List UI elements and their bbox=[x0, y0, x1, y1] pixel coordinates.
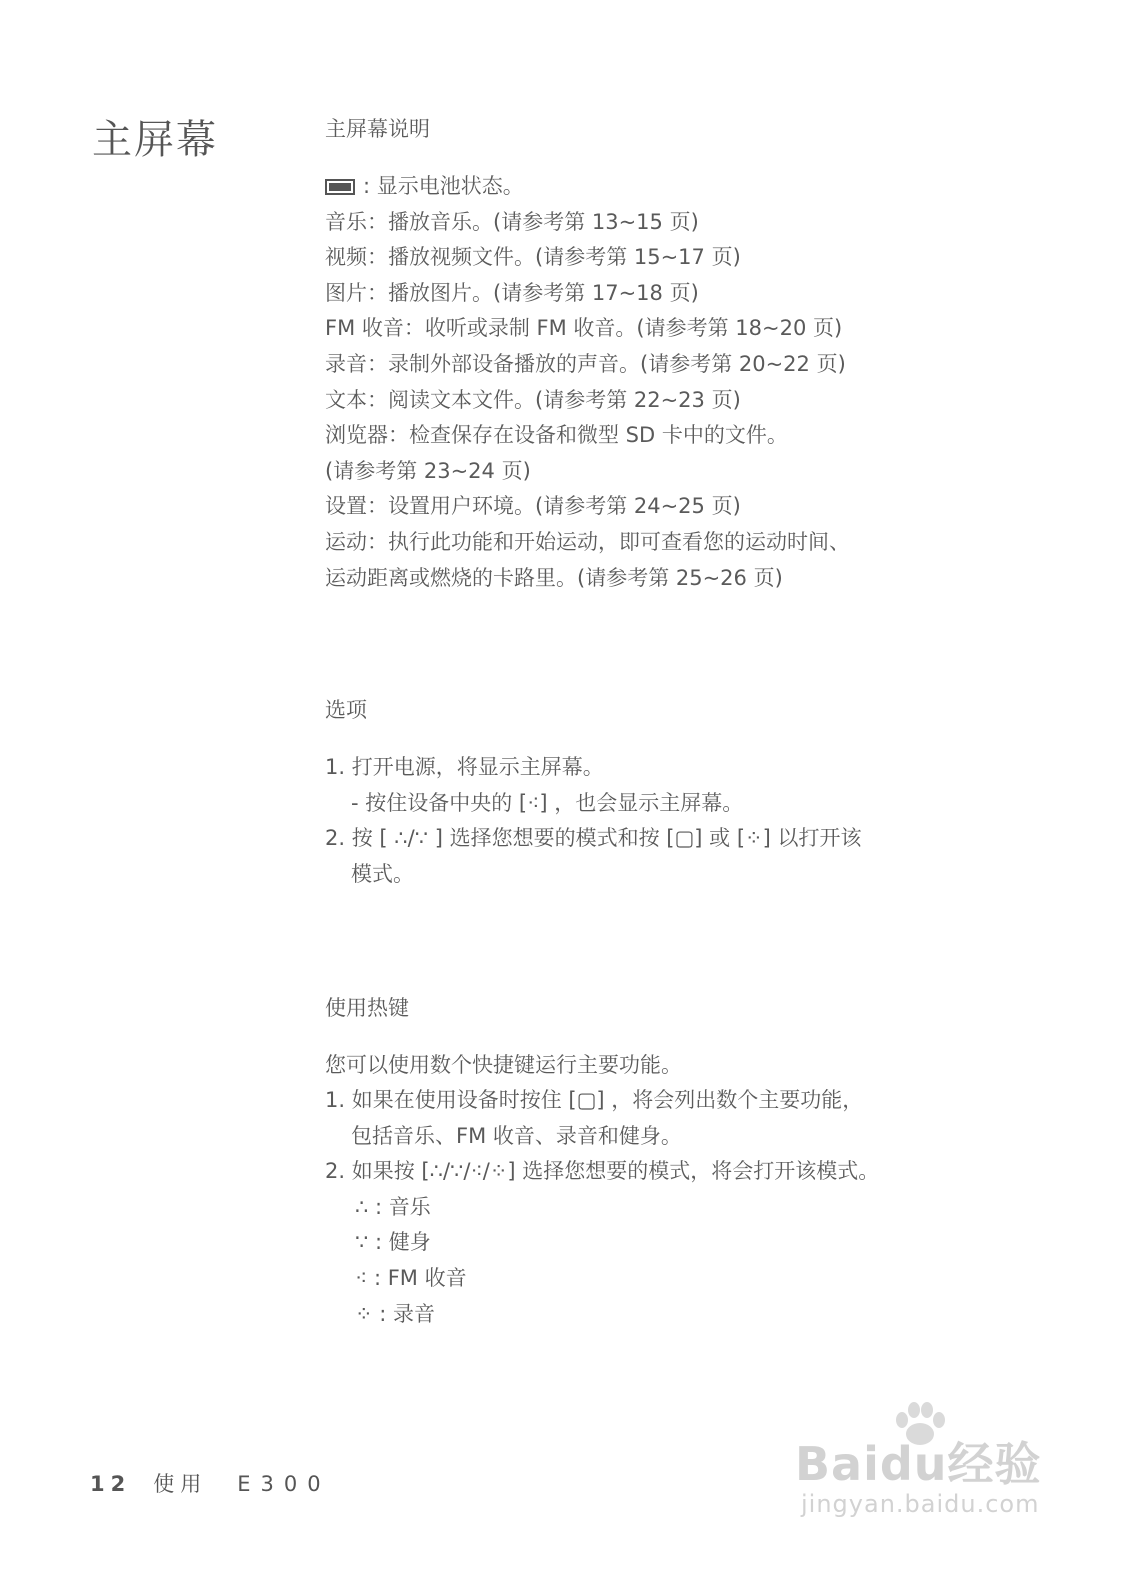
footer-model: E300 bbox=[237, 1472, 331, 1496]
hotkey-key-music: ∴ : 音乐 bbox=[355, 1194, 431, 1219]
footer-section: 使用 bbox=[153, 1472, 208, 1496]
option-step-2-cont: 模式。 bbox=[351, 861, 414, 886]
option-step-1-sub: - 按住设备中央的 [⁖] ，也会显示主屏幕。 bbox=[351, 790, 744, 815]
battery-icon bbox=[325, 179, 355, 195]
list-item: FM 收音：收听或录制 FM 收音。(请参考第 18~20 页) bbox=[325, 316, 843, 341]
page-footer bbox=[90, 1468, 331, 1498]
hotkey-step-1: 1. 如果在使用设备时按住 [▢] ，将会列出数个主要功能， bbox=[325, 1088, 864, 1113]
hotkey-step-1-cont: 包括音乐、FM 收音、录音和健身。 bbox=[351, 1123, 682, 1148]
hotkey-key-record: ⁘ : 录音 bbox=[355, 1301, 436, 1326]
hotkey-key-fitness: ∵ : 健身 bbox=[355, 1230, 431, 1255]
section-title-home-screen: 主屏幕说明 bbox=[325, 117, 430, 141]
option-step-1: 1. 打开电源，将显示主屏幕。 bbox=[325, 755, 604, 780]
hotkey-key-fm: ⁖ : FM 收音 bbox=[355, 1266, 467, 1291]
list-item: 图片：播放图片。(请参考第 17~18 页) bbox=[325, 280, 699, 305]
section-title-options: 选项 bbox=[325, 698, 367, 723]
list-item: 录音：录制外部设备播放的声音。(请参考第 20~22 页) bbox=[325, 351, 846, 376]
hotkey-step-2: 2. 如果按 [∴/∵/⁖/⁘] 选择您想要的模式，将会打开该模式。 bbox=[325, 1159, 880, 1184]
hotkey-intro: 您可以使用数个快捷键运行主要功能。 bbox=[325, 1052, 682, 1077]
baidu-watermark bbox=[795, 1400, 1065, 1530]
main-content bbox=[325, 112, 1085, 1332]
list-item: 视频：播放视频文件。(请参考第 15~17 页) bbox=[325, 245, 741, 270]
list-item: 运动距离或燃烧的卡路里。(请参考第 25~26 页) bbox=[325, 565, 783, 590]
list-item: 音乐：播放音乐。(请参考第 13~15 页) bbox=[325, 209, 699, 234]
list-item: 设置：设置用户环境。(请参考第 24~25 页) bbox=[325, 494, 741, 519]
watermark-url: jingyan.baidu.com bbox=[801, 1490, 1040, 1518]
option-step-2: 2. 按 [ ∴/∵ ] 选择您想要的模式和按 [▢] 或 [⁘] 以打开该 bbox=[325, 826, 862, 851]
list-item: 运动：执行此功能和开始运动，即可查看您的运动时间、 bbox=[325, 529, 850, 554]
section-title-hotkeys: 使用热键 bbox=[325, 995, 409, 1020]
battery-line bbox=[325, 169, 1085, 205]
list-item: (请参考第 23~24 页) bbox=[325, 458, 531, 483]
page-number: 12 bbox=[90, 1472, 132, 1496]
battery-line-text: : 显示电池状态。 bbox=[363, 174, 524, 198]
list-item: 浏览器：检查保存在设备和微型 SD 卡中的文件。 bbox=[325, 423, 788, 448]
page-title: 主屏幕 bbox=[92, 117, 218, 163]
list-item: 文本：阅读文本文件。(请参考第 22~23 页) bbox=[325, 387, 741, 412]
watermark-logo: Baidu经验 bbox=[795, 1437, 1042, 1491]
